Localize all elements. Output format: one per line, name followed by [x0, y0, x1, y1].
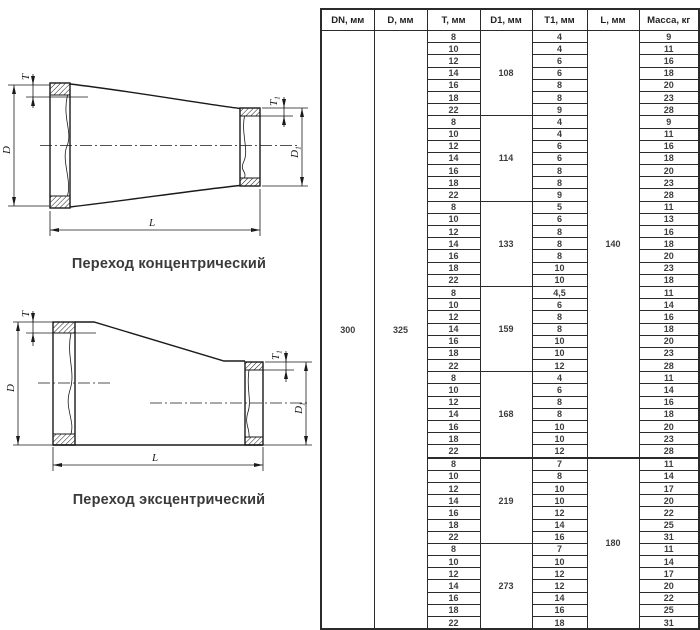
cell-t1: 12: [532, 445, 587, 458]
cell-t: 14: [427, 580, 480, 592]
cell-t1: 8: [532, 91, 587, 103]
cell-t: 22: [427, 274, 480, 286]
cell-t1: 8: [532, 396, 587, 408]
cell-mass: 18: [639, 67, 699, 79]
cell-mass: 16: [639, 226, 699, 238]
cell-t1: 14: [532, 519, 587, 531]
cell-t: 14: [427, 408, 480, 420]
cell-t: 10: [427, 384, 480, 396]
cell-mass: 11: [639, 286, 699, 298]
cell-d1: 114: [480, 116, 532, 201]
cell-mass: 11: [639, 372, 699, 384]
cell-t1: 18: [532, 617, 587, 630]
cell-mass: 20: [639, 165, 699, 177]
cell-t1: 12: [532, 580, 587, 592]
cell-t: 12: [427, 226, 480, 238]
cell-t: 12: [427, 311, 480, 323]
cell-t1: 12: [532, 568, 587, 580]
cell-t: 18: [427, 262, 480, 274]
cell-t1: 4: [532, 31, 587, 43]
cell-t1: 12: [532, 507, 587, 519]
cell-mass: 14: [639, 299, 699, 311]
cell-mass: 20: [639, 79, 699, 91]
cell-t1: 8: [532, 226, 587, 238]
cell-t: 10: [427, 128, 480, 140]
dim-label-L: L: [148, 217, 156, 229]
cell-t: 10: [427, 213, 480, 225]
cell-t: 8: [427, 201, 480, 213]
cell-t: 18: [427, 519, 480, 531]
cell-l: 180: [587, 458, 639, 630]
cell-t1: 4: [532, 372, 587, 384]
header-d1: D1, мм: [480, 9, 532, 31]
cell-t: 22: [427, 360, 480, 372]
cell-mass: 9: [639, 116, 699, 128]
cell-mass: 23: [639, 347, 699, 359]
header-t: T, мм: [427, 9, 480, 31]
cell-t1: 4,5: [532, 286, 587, 298]
cell-d1: 273: [480, 543, 532, 629]
cell-mass: 20: [639, 250, 699, 262]
cell-t1: 8: [532, 408, 587, 420]
cell-l: 140: [587, 31, 639, 458]
cell-t: 16: [427, 250, 480, 262]
cell-mass: 16: [639, 396, 699, 408]
wall-section-hatch: [240, 108, 260, 116]
cell-t: 18: [427, 177, 480, 189]
cell-t: 16: [427, 79, 480, 91]
cell-mass: 22: [639, 507, 699, 519]
cell-t1: 8: [532, 311, 587, 323]
cell-mass: 20: [639, 580, 699, 592]
cell-t: 18: [427, 347, 480, 359]
cell-t1: 6: [532, 55, 587, 67]
cell-mass: 23: [639, 262, 699, 274]
eccentric-reducer-drawing: [5, 310, 312, 471]
cell-t1: 10: [532, 262, 587, 274]
cell-mass: 16: [639, 55, 699, 67]
cell-mass: 18: [639, 274, 699, 286]
cell-mass: 25: [639, 519, 699, 531]
cell-t: 22: [427, 189, 480, 201]
cell-t1: 10: [532, 495, 587, 507]
concentric-reducer-drawing: [1, 73, 308, 236]
cell-t: 16: [427, 421, 480, 433]
table-header-row: [321, 9, 699, 31]
wall-section-hatch: [53, 434, 75, 445]
cell-t: 10: [427, 470, 480, 482]
cell-t1: 4: [532, 43, 587, 55]
cell-t: 14: [427, 67, 480, 79]
cell-d1: 108: [480, 31, 532, 116]
cell-t: 8: [427, 543, 480, 555]
cell-t1: 6: [532, 67, 587, 79]
cell-t1: 8: [532, 250, 587, 262]
cell-t1: 6: [532, 213, 587, 225]
cell-mass: 11: [639, 128, 699, 140]
cell-t: 14: [427, 495, 480, 507]
cell-t1: 10: [532, 274, 587, 286]
cell-t: 16: [427, 335, 480, 347]
break-line: [247, 370, 250, 437]
dim-label-D1: $D_1$: [293, 402, 307, 414]
cell-t: 8: [427, 286, 480, 298]
cell-t1: 8: [532, 79, 587, 91]
cell-mass: 14: [639, 384, 699, 396]
cell-mass: 17: [639, 568, 699, 580]
cell-mass: 28: [639, 360, 699, 372]
cell-t1: 6: [532, 152, 587, 164]
cell-t1: 6: [532, 384, 587, 396]
cell-t1: 16: [532, 531, 587, 543]
cell-mass: 16: [639, 140, 699, 152]
cell-t1: 9: [532, 104, 587, 116]
dim-label-T: T: [20, 310, 32, 318]
cell-d: 325: [374, 31, 427, 630]
cell-t: 8: [427, 116, 480, 128]
cell-mass: 17: [639, 482, 699, 494]
cell-mass: 23: [639, 177, 699, 189]
cell-dn: 300: [321, 31, 374, 630]
cell-mass: 31: [639, 617, 699, 630]
header-dn: DN, мм: [321, 9, 374, 31]
cell-mass: 13: [639, 213, 699, 225]
cell-mass: 18: [639, 238, 699, 250]
cell-t: 12: [427, 568, 480, 580]
cell-mass: 20: [639, 421, 699, 433]
cell-mass: 25: [639, 604, 699, 616]
cell-t: 12: [427, 396, 480, 408]
cell-mass: 11: [639, 43, 699, 55]
cell-t: 22: [427, 104, 480, 116]
cell-t: 10: [427, 556, 480, 568]
cell-t1: 4: [532, 116, 587, 128]
break-line: [242, 116, 245, 178]
cell-t: 22: [427, 531, 480, 543]
cell-mass: 16: [639, 311, 699, 323]
cell-t1: 8: [532, 165, 587, 177]
cell-t1: 10: [532, 556, 587, 568]
cell-mass: 28: [639, 445, 699, 458]
cell-t: 10: [427, 43, 480, 55]
cell-t: 12: [427, 482, 480, 494]
cell-mass: 11: [639, 543, 699, 555]
cell-d1: 133: [480, 201, 532, 286]
header-mass: Масса, кг: [639, 9, 699, 31]
wall-section-hatch: [245, 362, 263, 370]
cell-t1: 10: [532, 433, 587, 445]
drawings-panel: [0, 0, 318, 588]
cell-mass: 11: [639, 201, 699, 213]
cell-t1: 10: [532, 347, 587, 359]
cell-t1: 10: [532, 421, 587, 433]
cell-t1: 5: [532, 201, 587, 213]
cell-t: 8: [427, 31, 480, 43]
cell-mass: 20: [639, 335, 699, 347]
cell-mass: 28: [639, 104, 699, 116]
wall-section-hatch: [245, 437, 263, 445]
break-line: [68, 333, 72, 434]
cell-t: 16: [427, 507, 480, 519]
cell-t1: 8: [532, 177, 587, 189]
cell-d1: 219: [480, 458, 532, 544]
cell-t: 22: [427, 617, 480, 630]
cell-t: 12: [427, 55, 480, 67]
dim-label-T1: $T_1$: [268, 96, 282, 106]
cell-t: 22: [427, 445, 480, 458]
cell-t: 12: [427, 140, 480, 152]
cell-t1: 10: [532, 335, 587, 347]
cell-t: 18: [427, 433, 480, 445]
dim-label-D1: $D_1$: [289, 146, 303, 158]
cell-t: 14: [427, 323, 480, 335]
dim-label-T: T: [20, 73, 32, 81]
cell-t: 18: [427, 91, 480, 103]
cell-t1: 9: [532, 189, 587, 201]
cell-mass: 23: [639, 433, 699, 445]
wall-section-hatch: [50, 196, 70, 208]
cell-t1: 7: [532, 458, 587, 471]
cell-t1: 16: [532, 604, 587, 616]
cell-mass: 22: [639, 592, 699, 604]
dim-label-D: D: [1, 146, 13, 154]
cell-mass: 20: [639, 495, 699, 507]
table-row: [321, 31, 699, 43]
cell-mass: 18: [639, 408, 699, 420]
cell-t: 18: [427, 604, 480, 616]
cell-mass: 14: [639, 470, 699, 482]
cell-mass: 18: [639, 152, 699, 164]
cell-d1: 159: [480, 286, 532, 371]
cell-t: 16: [427, 592, 480, 604]
concentric-caption: Переход концентрический: [71, 256, 267, 272]
header-d: D, мм: [374, 9, 427, 31]
cell-mass: 28: [639, 189, 699, 201]
cell-t1: 8: [532, 238, 587, 250]
cell-mass: 23: [639, 91, 699, 103]
cell-d1: 168: [480, 372, 532, 458]
dim-label-T1: $T_1$: [270, 350, 284, 360]
cell-t1: 10: [532, 482, 587, 494]
dimensions-table: [320, 8, 700, 630]
cell-t: 10: [427, 299, 480, 311]
cell-t: 8: [427, 372, 480, 384]
wall-section-hatch: [50, 83, 70, 95]
cell-t1: 14: [532, 592, 587, 604]
cell-mass: 11: [639, 458, 699, 471]
wall-section-hatch: [53, 322, 75, 333]
wall-section-hatch: [240, 178, 260, 186]
cell-t: 14: [427, 238, 480, 250]
cell-t: 16: [427, 165, 480, 177]
cell-mass: 31: [639, 531, 699, 543]
dim-label-L: L: [151, 452, 159, 464]
cell-t1: 8: [532, 470, 587, 482]
cell-t1: 7: [532, 543, 587, 555]
cell-t1: 12: [532, 360, 587, 372]
cell-t1: 6: [532, 140, 587, 152]
cell-mass: 18: [639, 323, 699, 335]
eccentric-caption: Переход эксцентрический: [72, 492, 266, 508]
cell-mass: 9: [639, 31, 699, 43]
cell-t1: 6: [532, 299, 587, 311]
cell-t: 14: [427, 152, 480, 164]
header-l: L, мм: [587, 9, 639, 31]
dim-label-D: D: [5, 384, 17, 392]
cell-t1: 8: [532, 323, 587, 335]
cell-t1: 4: [532, 128, 587, 140]
cell-t: 8: [427, 458, 480, 471]
header-t1: T1, мм: [532, 9, 587, 31]
cell-mass: 14: [639, 556, 699, 568]
